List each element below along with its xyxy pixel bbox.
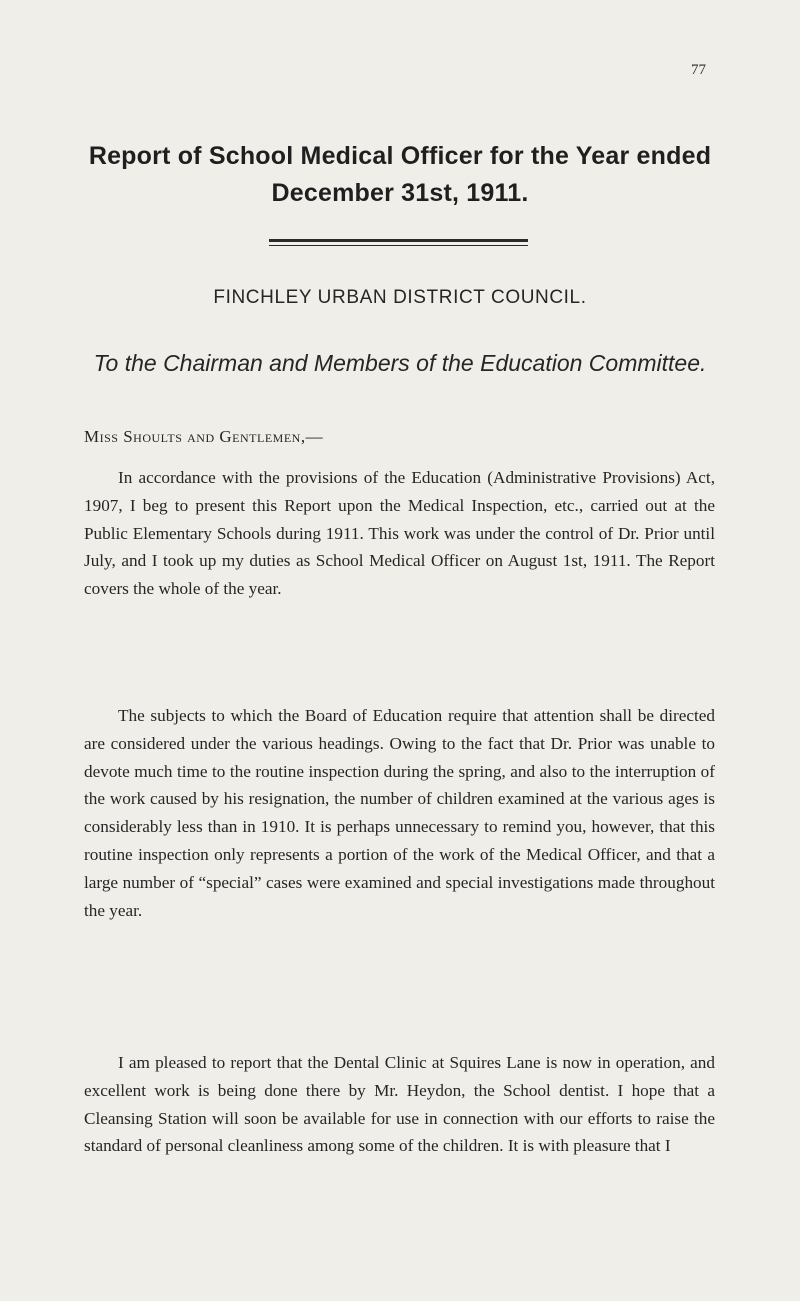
report-title: Report of School Medical Officer for the Year ended December 31st, 1911. xyxy=(88,142,712,207)
paragraph-2: The subjects to which the Board of Education require that attention shall be directed are considered under the various headings. Owing to the fact that Dr. Prior was unable to devote much time to the routine inspection during the spring, and also to the interruption of the work caused by his resignation, the number of children examined at the various ages is considerably less than in 1910. It is perhaps unnecessary to remind you, however, that this routine inspection only represents a portion of the work of the Medical Officer, and that a large number of “special” cases were examined and special investigations made throughout the year. xyxy=(84,706,715,920)
page-number: 77 xyxy=(691,62,706,78)
address-line: To the Chairman and Members of the Education Committee. xyxy=(93,350,707,376)
title-divider xyxy=(269,239,528,246)
council-name: FINCHLEY URBAN DISTRICT COUNCIL. xyxy=(213,287,587,308)
salutation: Miss Shoults and Gentlemen,— xyxy=(84,427,324,446)
paragraph-3: I am pleased to report that the Dental Clinic at Squires Lane is now in operation, and excellent work is being done there by Mr. Heydon, the School dentist. I hope that a Cleansing Station will soon be available for use in connection with our efforts to raise the standard of personal cleanliness among some of the children. It is with pleasure that I xyxy=(84,1053,715,1156)
paragraph-1: In accordance with the provisions of the Education (Administrative Provisions) Act, 1907, I beg to present this Report upon the Medical Inspection, etc., carried out at the Public Elementary Schools during 1911. This work was under the control of Dr. Prior until July, and I took up my duties as School Medical Officer on August 1st, 1911. The Report covers the whole of the year. xyxy=(84,468,715,599)
